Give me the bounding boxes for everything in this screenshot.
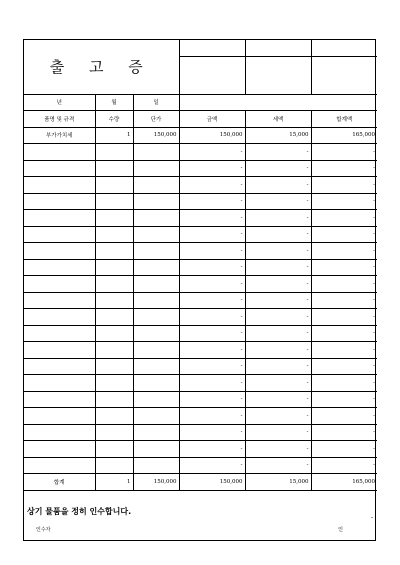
cell-tax: -	[245, 408, 311, 425]
cell-unit-price: 150,000	[133, 127, 179, 144]
approval-sign-cell-1	[179, 56, 245, 94]
table-row	[24, 375, 377, 392]
cell-item-name	[24, 193, 95, 210]
cell-item-name: 부가가치세	[24, 127, 95, 144]
cell-item-name	[24, 144, 95, 161]
cell-row-total: -	[311, 457, 377, 474]
cell-quantity	[95, 292, 133, 309]
cell-quantity	[95, 160, 133, 177]
cell-row-total: 165,000	[311, 127, 377, 144]
cell-row-total: -	[311, 276, 377, 293]
cell-row-total: -	[311, 424, 377, 441]
table-row	[24, 259, 377, 276]
approval-header-cell-3	[311, 40, 377, 56]
cell-unit-price	[133, 243, 179, 260]
cell-row-total: -	[311, 144, 377, 161]
table-row	[24, 391, 377, 408]
header-total: 합계액	[311, 111, 377, 128]
cell-quantity	[95, 210, 133, 227]
cell-amount: -	[179, 391, 245, 408]
cell-item-name	[24, 160, 95, 177]
table-row	[24, 424, 377, 441]
approval-header-cell-2	[245, 40, 311, 56]
cell-row-total: -	[311, 391, 377, 408]
total-row	[24, 474, 377, 491]
cell-tax: -	[245, 358, 311, 375]
cell-tax: -	[245, 441, 311, 458]
cell-quantity: 1	[95, 127, 133, 144]
cell-amount: -	[179, 358, 245, 375]
cell-item-name	[24, 276, 95, 293]
cell-quantity	[95, 457, 133, 474]
cell-row-total: -	[311, 325, 377, 342]
cell-unit-price	[133, 177, 179, 194]
cell-unit-price	[133, 259, 179, 276]
cell-row-total: -	[311, 342, 377, 359]
table-row	[24, 177, 377, 194]
cell-row-total: -	[311, 226, 377, 243]
cell-row-total: -	[311, 177, 377, 194]
cell-unit-price	[133, 342, 179, 359]
cell-quantity	[95, 408, 133, 425]
cell-quantity	[95, 226, 133, 243]
receiver-label: 인수자	[36, 527, 51, 533]
cell-amount: -	[179, 309, 245, 326]
cell-tax: 15,000	[245, 127, 311, 144]
cell-item-name	[24, 325, 95, 342]
table-row	[24, 292, 377, 309]
document-title: 출 고 증	[24, 40, 179, 94]
table-row	[24, 309, 377, 326]
date-year-label: 년	[24, 94, 95, 111]
cell-item-name	[24, 259, 95, 276]
cell-amount: -	[179, 226, 245, 243]
cell-item-name	[24, 177, 95, 194]
cell-amount: -	[179, 193, 245, 210]
table-row	[24, 325, 377, 342]
cell-tax: -	[245, 342, 311, 359]
table-row	[24, 408, 377, 425]
cell-item-name	[24, 210, 95, 227]
cell-amount: -	[179, 441, 245, 458]
table-row	[24, 457, 377, 474]
slip-footer	[24, 502, 375, 540]
date-filler	[179, 94, 377, 111]
cell-tax: -	[245, 259, 311, 276]
cell-quantity	[95, 177, 133, 194]
cell-quantity	[95, 375, 133, 392]
cell-quantity	[95, 259, 133, 276]
cell-item-name	[24, 391, 95, 408]
seal-label: 인	[338, 527, 343, 533]
cell-amount: 150,000	[179, 474, 245, 491]
cell-amount: -	[179, 292, 245, 309]
cell-quantity	[95, 391, 133, 408]
cell-quantity	[95, 276, 133, 293]
cell-tax: -	[245, 144, 311, 161]
date-month-label: 월	[95, 94, 133, 111]
cell-amount: -	[179, 325, 245, 342]
cell-unit-price	[133, 160, 179, 177]
cell-amount: -	[179, 375, 245, 392]
cell-unit-price	[133, 424, 179, 441]
cell-row-total: -	[311, 259, 377, 276]
header-unit-price: 단가	[133, 111, 179, 128]
date-day-label: 일	[133, 94, 179, 111]
cell-row-total: -	[311, 160, 377, 177]
cell-unit-price	[133, 193, 179, 210]
cell-item-name	[24, 342, 95, 359]
header-quantity: 수량	[95, 111, 133, 128]
table-row	[24, 441, 377, 458]
table-row	[24, 342, 377, 359]
slip-table	[24, 40, 377, 491]
table-row	[24, 160, 377, 177]
approval-header-cell-1	[179, 40, 245, 56]
header-item: 품명 및 규격	[24, 111, 95, 128]
table-row	[24, 358, 377, 375]
cell-item-name: 합계	[24, 474, 95, 491]
cell-quantity	[95, 342, 133, 359]
footer-mark: -	[370, 514, 373, 521]
cell-amount: -	[179, 408, 245, 425]
cell-unit-price	[133, 309, 179, 326]
cell-row-total: -	[311, 210, 377, 227]
cell-amount: -	[179, 276, 245, 293]
cell-amount: -	[179, 342, 245, 359]
cell-amount: -	[179, 177, 245, 194]
cell-amount: -	[179, 210, 245, 227]
cell-unit-price	[133, 276, 179, 293]
table-row	[24, 276, 377, 293]
cell-row-total: -	[311, 358, 377, 375]
cell-quantity: 1	[95, 474, 133, 491]
cell-unit-price	[133, 391, 179, 408]
cell-amount: -	[179, 457, 245, 474]
cell-tax: -	[245, 193, 311, 210]
cell-row-total: -	[311, 243, 377, 260]
cell-row-total: -	[311, 441, 377, 458]
table-row	[24, 210, 377, 227]
cell-unit-price	[133, 226, 179, 243]
cell-unit-price	[133, 144, 179, 161]
cell-unit-price: 150,000	[133, 474, 179, 491]
cell-tax: -	[245, 243, 311, 260]
cell-row-total: -	[311, 193, 377, 210]
header-row	[24, 111, 377, 128]
cell-tax: -	[245, 375, 311, 392]
cell-item-name	[24, 226, 95, 243]
cell-tax: -	[245, 210, 311, 227]
cell-unit-price	[133, 408, 179, 425]
cell-tax: 15,000	[245, 474, 311, 491]
cell-item-name	[24, 424, 95, 441]
cell-item-name	[24, 309, 95, 326]
cell-amount: -	[179, 259, 245, 276]
cell-row-total: -	[311, 375, 377, 392]
cell-quantity	[95, 309, 133, 326]
cell-tax: -	[245, 226, 311, 243]
approval-sign-cell-2	[245, 56, 311, 94]
cell-unit-price	[133, 210, 179, 227]
cell-quantity	[95, 243, 133, 260]
cell-row-total: -	[311, 292, 377, 309]
cell-amount: -	[179, 424, 245, 441]
cell-unit-price	[133, 457, 179, 474]
cell-unit-price	[133, 325, 179, 342]
cell-quantity	[95, 424, 133, 441]
table-row	[24, 127, 377, 144]
cell-quantity	[95, 441, 133, 458]
header-amount: 금액	[179, 111, 245, 128]
cell-item-name	[24, 375, 95, 392]
cell-item-name	[24, 441, 95, 458]
cell-quantity	[95, 193, 133, 210]
cell-unit-price	[133, 292, 179, 309]
cell-tax: -	[245, 292, 311, 309]
cell-row-total: -	[311, 309, 377, 326]
header-tax: 세액	[245, 111, 311, 128]
cell-tax: -	[245, 391, 311, 408]
cell-amount: -	[179, 243, 245, 260]
cell-row-total: 165,000	[311, 474, 377, 491]
cell-tax: -	[245, 177, 311, 194]
cell-row-total: -	[311, 408, 377, 425]
table-row	[24, 226, 377, 243]
cell-unit-price	[133, 358, 179, 375]
cell-quantity	[95, 358, 133, 375]
cell-amount: -	[179, 160, 245, 177]
cell-item-name	[24, 292, 95, 309]
cell-tax: -	[245, 457, 311, 474]
cell-amount: -	[179, 144, 245, 161]
delivery-slip	[23, 39, 376, 541]
table-row	[24, 144, 377, 161]
cell-unit-price	[133, 441, 179, 458]
cell-tax: -	[245, 325, 311, 342]
cell-item-name	[24, 457, 95, 474]
cell-amount: 150,000	[179, 127, 245, 144]
cell-unit-price	[133, 375, 179, 392]
table-row	[24, 243, 377, 260]
cell-item-name	[24, 358, 95, 375]
table-row	[24, 193, 377, 210]
cell-tax: -	[245, 309, 311, 326]
approval-sign-cell-3	[311, 56, 377, 94]
cell-tax: -	[245, 276, 311, 293]
cell-tax: -	[245, 424, 311, 441]
cell-item-name	[24, 243, 95, 260]
cell-item-name	[24, 408, 95, 425]
acknowledgement-text: 상기 물품을 정히 인수합니다.	[27, 507, 132, 516]
cell-quantity	[95, 144, 133, 161]
cell-tax: -	[245, 160, 311, 177]
cell-quantity	[95, 325, 133, 342]
